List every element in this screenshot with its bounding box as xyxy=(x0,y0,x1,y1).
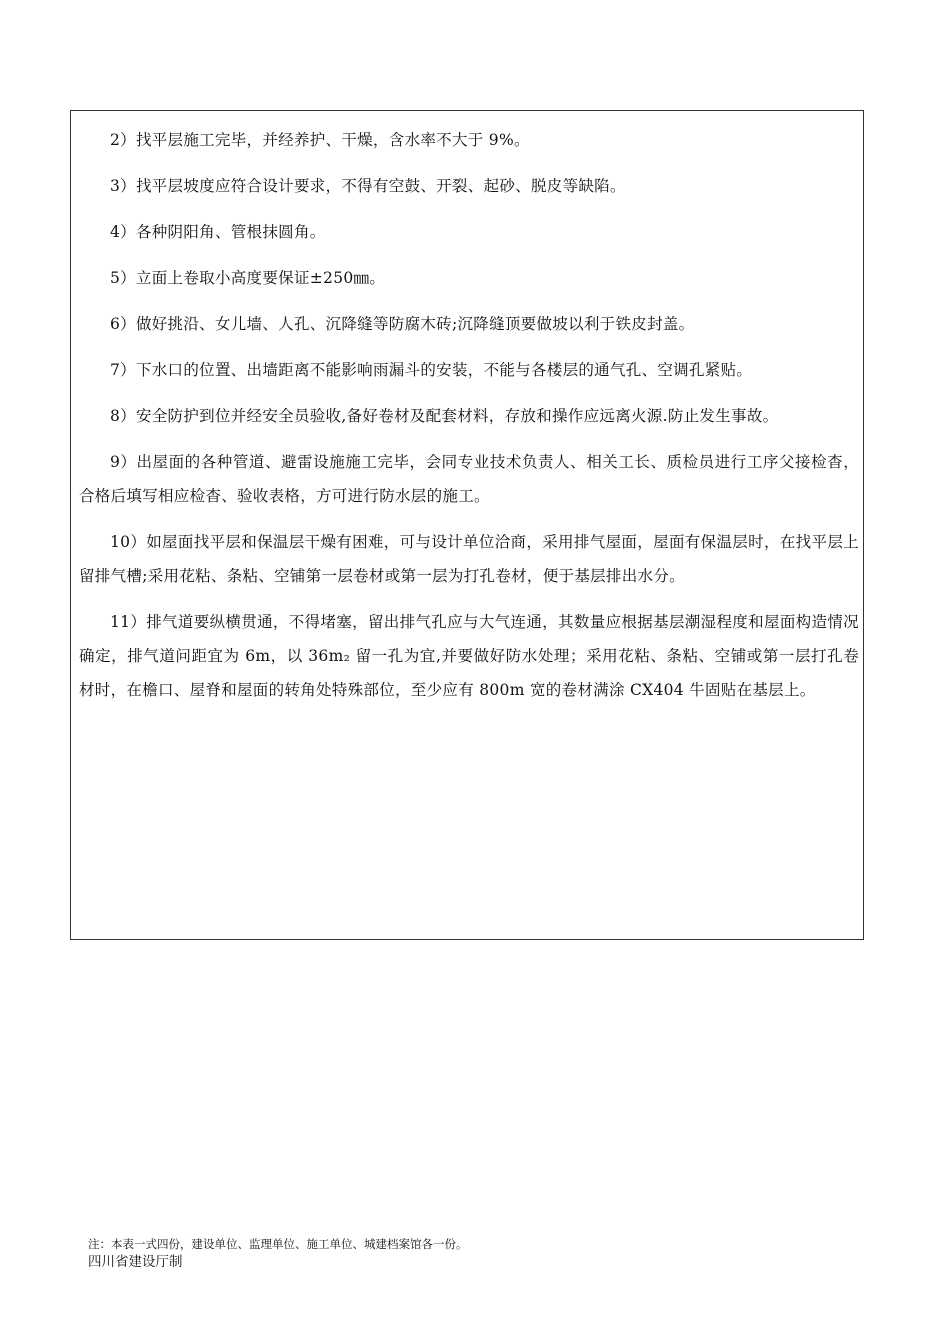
paragraph-item-3: 3）找平层坡度应符合设计要求，不得有空鼓、开裂、起砂、脱皮等缺陷。 xyxy=(110,177,626,195)
paragraph-item-9: 9）出屋面的各种管道、避雷设施施工完毕，会同专业技术负责人、相关工长、质检员进行工序父接检杳，合格后填写相应检杳、验收表格，方可进行防水层的施工。 xyxy=(79,453,859,505)
paragraph-item-2: 2）找平层施工完毕，并经养护、干燥，含水率不大于 9%。 xyxy=(110,131,530,149)
footer-issuer: 四川省建设厅制 xyxy=(88,1254,183,1270)
paragraph-item-7: 7）下水口的位置、出墙距离不能影响雨漏斗的安装，不能与各楼层的通气孔、空调孔紧贴。 xyxy=(110,361,753,379)
paragraph-item-6: 6）做好挑沿、女儿墙、人孔、沉降缝等防腐木砖;沉降缝顶要做坡以利于铁皮封盖。 xyxy=(110,315,695,333)
footer-note: 注：本表一式四份，建设单位、监理单位、施工单位、城建档案馆各一份。 xyxy=(88,1237,468,1251)
paragraph-item-8: 8）安全防护到位并经安全员验收,备好卷材及配套材料，存放和操作应远离火源.防止发生事故。 xyxy=(110,407,779,425)
paragraph-item-11: 11）排气道要纵横贯通，不得堵塞，留出排气孔应与大气连通，其数量应根据基层潮湿程度和屋面构造情况确定，排气道问距宜为 6m，以 36m₂ 留一孔为宜,并要做好防水处理；采用花粘、条粘、空铺或第一层打孔卷材时，在檐口、屋脊和屋面的转角处特殊部位，至少应有 800m 宽的卷材满涂 CX404 牛固贴在基层上。 xyxy=(79,613,859,699)
paragraph-item-4: 4）各种阴阳角、管根抹圆角。 xyxy=(110,223,326,241)
paragraph-item-5: 5）立面上卷取小高度要保证±250㎜。 xyxy=(110,269,386,287)
document-body xyxy=(79,123,859,719)
paragraph-item-10: 10）如屋面找平层和保温层干燥有困难，可与设计单位洽商，采用排气屋面，屋面有保温层时，在找平层上留排气槽;采用花粘、条粘、空铺第一层卷材或第一层为打孔卷材，便于基层排出水分。 xyxy=(79,533,859,585)
